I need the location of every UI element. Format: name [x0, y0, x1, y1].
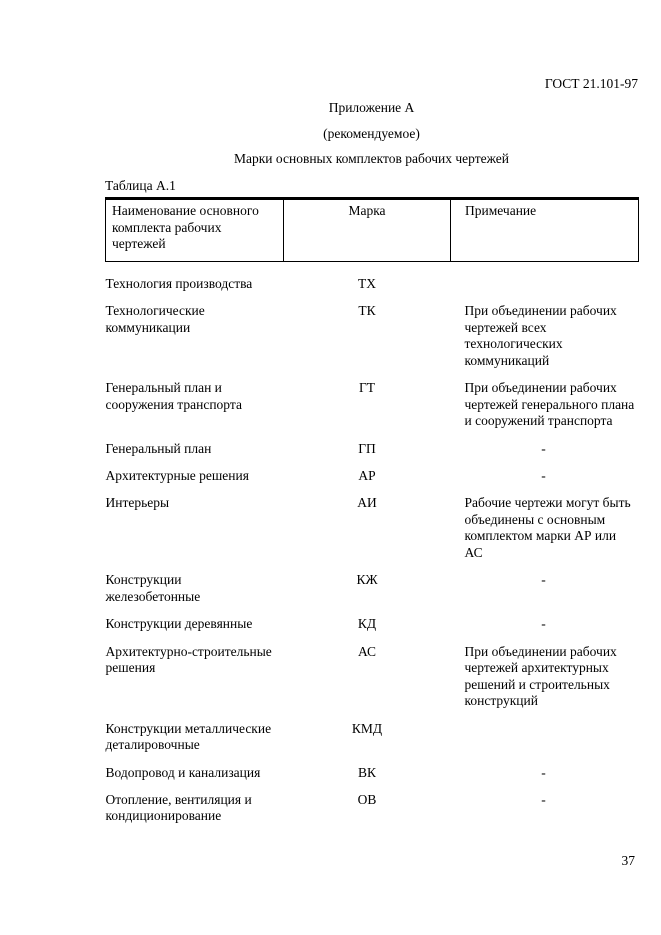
- table-body: [106, 261, 639, 836]
- row-note-cell: При объединении рабочих чертежей архитектурных решений и строительных конструкций: [464, 643, 617, 709]
- table-row: [106, 441, 639, 468]
- row-note-cell: -: [541, 616, 546, 632]
- column-header-mark: Марка: [284, 199, 451, 261]
- row-mark-cell: ОВ: [357, 792, 377, 807]
- column-header-note: Примечание: [451, 199, 639, 261]
- row-mark-cell: КЖ: [356, 572, 378, 588]
- marks-table: [105, 197, 639, 836]
- table-row: [106, 792, 639, 836]
- table-row: [106, 468, 639, 495]
- row-mark-cell: ТК: [358, 303, 376, 319]
- table-row: [106, 261, 639, 303]
- row-mark-cell: ГТ: [358, 380, 376, 396]
- row-note-cell: -: [541, 467, 546, 483]
- row-mark-cell: АИ: [357, 495, 377, 511]
- row-note-cell: -: [541, 764, 546, 780]
- table-row: [106, 765, 639, 792]
- row-note-cell: [451, 261, 639, 303]
- row-name-cell: Технологические коммуникации: [105, 303, 205, 335]
- row-note-cell: -: [541, 572, 546, 588]
- page-number: 37: [621, 852, 635, 868]
- row-note-cell: -: [541, 440, 546, 456]
- row-note-cell: Рабочие чертежи могут быть объединены с основным комплектом марки АР или АС: [464, 495, 631, 560]
- row-name-cell: Интерьеры: [105, 495, 170, 511]
- row-mark-cell: АС: [357, 643, 377, 659]
- appendix-title: Приложение А: [328, 100, 415, 116]
- table-header: [106, 199, 639, 261]
- row-mark-cell: КМД: [351, 720, 383, 736]
- table-row: [106, 495, 639, 572]
- table-row: [106, 303, 639, 380]
- row-mark-cell: АР: [358, 467, 376, 483]
- table-row: [106, 721, 639, 765]
- row-name-cell: Архитектурные решения: [105, 467, 249, 483]
- table-row: [106, 380, 639, 440]
- table-header-row: [106, 199, 639, 261]
- row-name-cell: Технология производства: [105, 275, 253, 291]
- row-note-cell: При объединении рабочих чертежей генерального плана и сооружений транспорта: [464, 380, 635, 429]
- standard-number: ГОСТ 21.101-97: [544, 76, 638, 91]
- table-row: [106, 572, 639, 616]
- column-header-name: Наименование основного комплекта рабочих чертежей: [106, 199, 284, 261]
- row-note-cell: -: [541, 792, 546, 807]
- row-note-cell: При объединении рабочих чертежей всех технологических коммуникаций: [464, 303, 617, 368]
- table-row: [106, 644, 639, 721]
- row-mark-cell: ГП: [358, 440, 376, 456]
- table-row: [106, 616, 639, 643]
- appendix-subtitle: (рекомендуемое): [323, 125, 420, 141]
- row-note-cell: [451, 721, 639, 765]
- row-name-cell: Конструкции металлические деталировочные: [105, 720, 272, 753]
- row-name-cell: Водопровод и канализация: [105, 764, 261, 780]
- document-content: [105, 76, 638, 836]
- row-name-cell: Отопление, вентиляция и кондиционирование: [105, 792, 252, 824]
- row-mark-cell: ТХ: [358, 275, 376, 291]
- row-name-cell: Конструкции железобетонные: [105, 572, 201, 604]
- section-title: Марки основных комплектов рабочих чертежей: [234, 151, 509, 167]
- row-mark-cell: КД: [357, 616, 377, 632]
- table-label: Таблица А.1: [105, 177, 176, 193]
- row-name-cell: Генеральный план: [105, 440, 212, 456]
- row-name-cell: Конструкции деревянные: [105, 616, 253, 632]
- row-name-cell: Генеральный план и сооружения транспорта: [105, 380, 242, 412]
- row-mark-cell: ВК: [357, 764, 376, 780]
- row-name-cell: Архитектурно-строительные решения: [105, 643, 272, 676]
